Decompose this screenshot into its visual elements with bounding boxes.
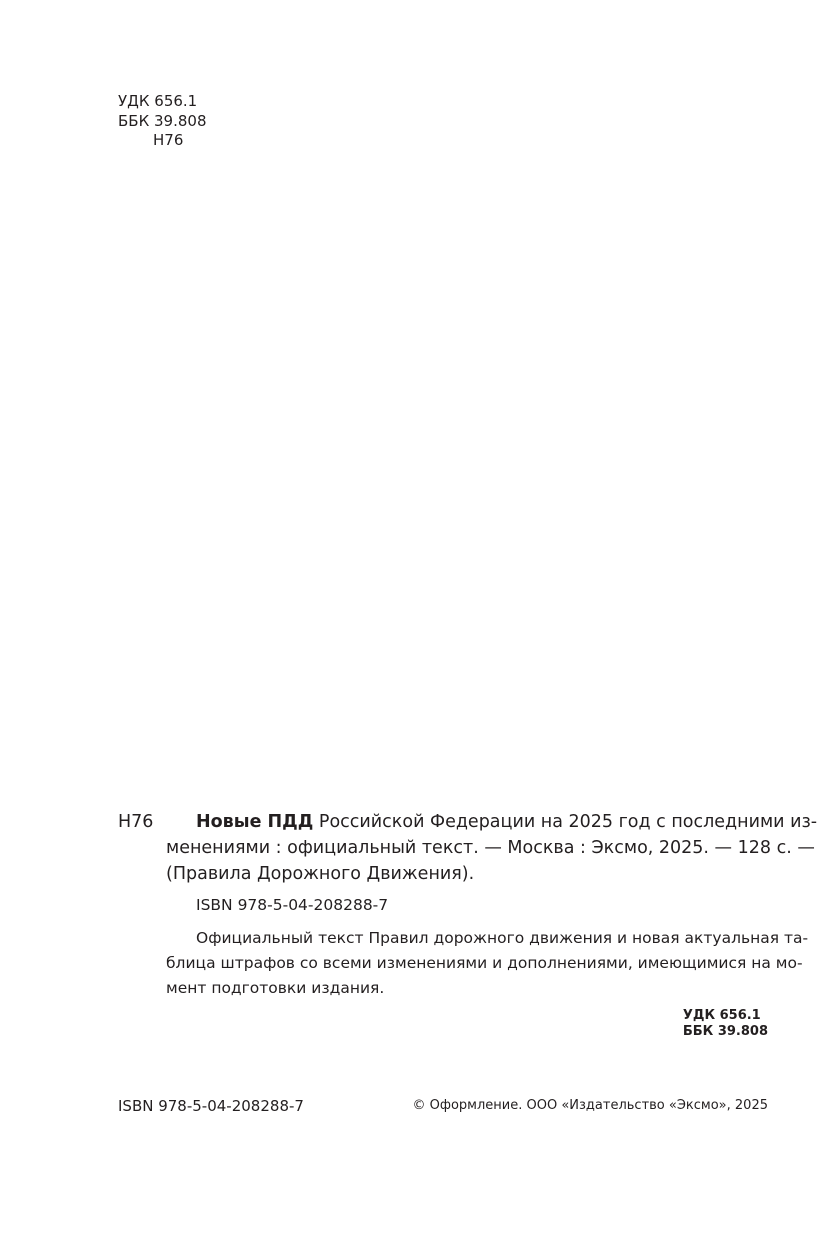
right-udc-code: УДК 656.1 <box>682 1008 761 1023</box>
entry-author-sign: Н76 <box>118 812 154 832</box>
entry-line-1 <box>166 809 818 835</box>
annotation-paragraph <box>166 926 809 1001</box>
entry-line-1-rest: Российской Федерации на 2025 год с последними из- <box>313 812 818 832</box>
top-udc-code: УДК 656.1 <box>118 92 198 110</box>
footer-isbn: ISBN 978-5-04-208288-7 <box>118 1097 304 1115</box>
footer-copyright: © Оформление. ООО «Издательство «Эксмо», 2025 <box>412 1098 768 1113</box>
annotation-line-1: Официальный текст Правил дорожного движения и новая актуальная та- <box>196 929 809 947</box>
right-classification-block <box>683 1008 768 1040</box>
entry-isbn: ISBN 978-5-04-208288-7 <box>196 896 389 914</box>
bibliographic-entry <box>166 809 818 887</box>
top-bbk-code: ББК 39.808 <box>118 111 207 130</box>
book-title: Новые ПДД <box>196 812 314 832</box>
entry-line-2: менениями : официальный текст. — Москва : Эксмо, 2025. — 128 с. — <box>166 838 815 858</box>
right-bbk-code: ББК 39.808 <box>682 1024 768 1039</box>
top-author-sign: Н76 <box>153 131 184 149</box>
top-classification-block <box>118 92 206 151</box>
annotation-line-2: блица штрафов со всеми изменениями и дополнениями, имеющимися на мо- <box>166 954 803 972</box>
entry-line-3: (Правила Дорожного Движения). <box>166 864 475 884</box>
annotation-line-3: мент подготовки издания. <box>166 979 385 997</box>
